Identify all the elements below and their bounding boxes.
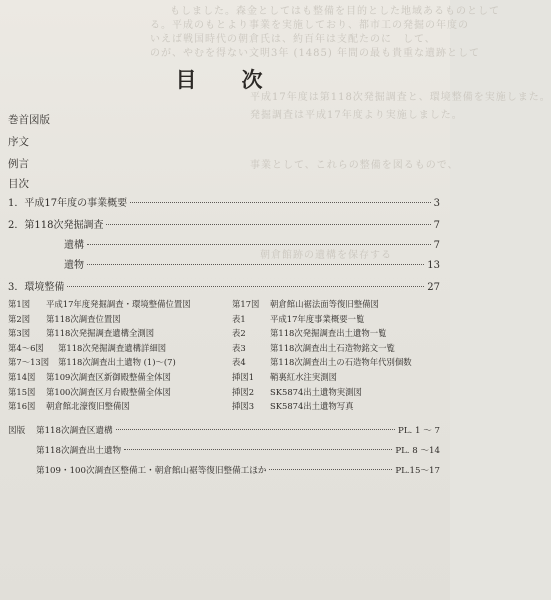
toc-entry — [8, 216, 440, 231]
figure-list-item — [8, 341, 226, 356]
figure-number: 表1 — [232, 313, 246, 324]
figure-number: 第7～13図 — [8, 357, 50, 368]
figure-number: 第15図 — [8, 386, 36, 397]
show-through-text: いえば戦国時代の朝倉氏は、約百年は支配たのに して、 — [150, 34, 436, 45]
figure-list-item — [8, 297, 226, 312]
figure-title: 朝倉館北濠復旧整備図 — [46, 401, 130, 412]
dot-leader — [124, 449, 392, 450]
figure-title: 第118次発掘調査遺構詳細図 — [58, 342, 167, 353]
figure-number: 挿図1 — [232, 371, 255, 382]
figure-list-item — [8, 385, 226, 400]
figure-number: 第3図 — [8, 328, 31, 339]
figure-number: 第2図 — [8, 313, 31, 324]
figure-number: 表4 — [232, 357, 246, 368]
toc-entry — [64, 256, 440, 271]
figure-number: 第1図 — [8, 299, 31, 309]
dot-leader — [67, 286, 424, 287]
toc-entry — [64, 236, 440, 251]
figure-title: 第118次調査位置図 — [46, 313, 121, 324]
dot-leader — [106, 224, 430, 225]
figure-number: 第4～6図 — [8, 342, 44, 353]
toc-label: 2．第118次発掘調査 — [8, 220, 104, 231]
dot-leader — [87, 264, 424, 265]
toc-label: 1．平成17年度の事業概要 — [8, 198, 128, 209]
plate-label: 第109・100次調査区整備工・朝倉館山裾等復旧整備工ほか — [36, 466, 267, 476]
figure-list-item — [8, 399, 226, 414]
dot-leader — [116, 429, 395, 430]
plate-label: 第118次調査出土遺物 — [36, 446, 122, 456]
dot-leader — [130, 202, 431, 203]
plate-label: 第118次調査区遺構 — [36, 426, 113, 436]
figure-title: 第100次調査区月台殿整備全体図 — [46, 386, 171, 397]
figure-number: 挿図2 — [232, 386, 255, 397]
figure-title: 平成17年度発掘調査・環境整備位置図 — [46, 299, 191, 309]
figure-number: 第14図 — [8, 371, 36, 382]
figure-number: 表3 — [232, 342, 246, 353]
toc-page-number: 7 — [433, 220, 440, 231]
figure-title: 第118次調査出土遺物 (1)～(7) — [58, 357, 176, 368]
figure-list-item — [232, 312, 444, 327]
toc-label: 3．環境整備 — [8, 282, 65, 293]
figure-title: 第118次調査出土石造物銘文一覧 — [270, 342, 395, 353]
plate-page-range: PL. 8 ～14 — [395, 446, 440, 456]
figure-title: 第118次調査出土の石造物年代別個数 — [270, 357, 412, 368]
show-through-text: 事業として、これらの整備を図るもので、 — [250, 160, 459, 171]
show-through-text: のが、やむを得ない文明3年 (1485) 年間の最も貴重な遺跡として — [150, 48, 480, 59]
toc-entry — [8, 194, 440, 209]
toc-label: 遺物 — [64, 260, 84, 271]
front-matter-item: 序文 — [8, 136, 29, 148]
figure-title: SK5874出土遺物写真 — [270, 401, 354, 412]
figure-list-item — [232, 341, 444, 356]
toc-label: 遺構 — [64, 240, 84, 251]
figure-title: 第118次発掘調査出土遺物一覧 — [270, 328, 387, 339]
figure-title: SK5874出土遺物実測図 — [270, 386, 362, 397]
plate-entry — [8, 424, 440, 436]
dot-leader — [87, 244, 431, 245]
figure-number: 表2 — [232, 328, 246, 339]
front-matter-item: 目次 — [8, 178, 29, 190]
figure-list-item — [8, 326, 226, 341]
page-title: 目 次 — [175, 67, 275, 92]
toc-page-number: 3 — [433, 198, 440, 209]
toc-page-number: 7 — [433, 240, 440, 251]
figure-list-item — [232, 326, 444, 341]
figure-list-item — [232, 355, 444, 370]
dot-leader — [269, 469, 392, 470]
plate-page-range: PL. 1 ～ 7 — [398, 426, 440, 436]
figure-number: 挿図3 — [232, 401, 255, 412]
figure-list-item — [8, 312, 226, 327]
figure-list-right — [232, 297, 444, 414]
toc-entry — [8, 278, 440, 293]
front-matter-item: 例言 — [8, 158, 29, 170]
figure-list-item — [232, 297, 444, 312]
toc-page-number: 13 — [427, 260, 440, 271]
figure-title: 鞘裏紅水注実測図 — [270, 371, 337, 382]
figure-title: 第118次発掘調査遺構全測図 — [46, 328, 155, 339]
plate-entry — [36, 444, 440, 456]
figure-list-item — [232, 385, 444, 400]
figure-list-item — [232, 399, 444, 414]
show-through-text: 平成17年度は第118次発掘調査と、環境整備を実施しまた。 — [250, 92, 551, 103]
plate-prefix: 図版 — [8, 426, 26, 436]
show-through-text: 発掘調査は平成17年度より実施しました。 — [250, 110, 463, 121]
plate-page-range: PL.15～17 — [395, 466, 440, 476]
show-through-text: る。平成のもとより事業を実施しており、都市工の発掘の年度の — [150, 20, 469, 31]
figure-number: 第16図 — [8, 401, 36, 412]
front-matter-item: 巻首図版 — [8, 114, 50, 126]
figure-title: 朝倉館山裾法面等復旧整備図 — [270, 299, 379, 309]
toc-page-number: 27 — [427, 282, 440, 293]
figure-list-item — [8, 355, 226, 370]
figure-list-item — [8, 370, 226, 385]
figure-list-left — [8, 297, 226, 414]
figure-title: 第109次調査区新御殿整備全体図 — [46, 371, 171, 382]
plate-entry — [36, 464, 440, 476]
show-through-text: 朝倉館跡の遺構を保存する — [260, 250, 392, 261]
figure-list-item — [232, 370, 444, 385]
figure-title: 平成17年度事業概要一覧 — [270, 313, 365, 324]
show-through-text: もしました。森金としてはも整備を目的とした地域あるものとして — [170, 6, 500, 17]
figure-number: 第17図 — [232, 299, 260, 309]
